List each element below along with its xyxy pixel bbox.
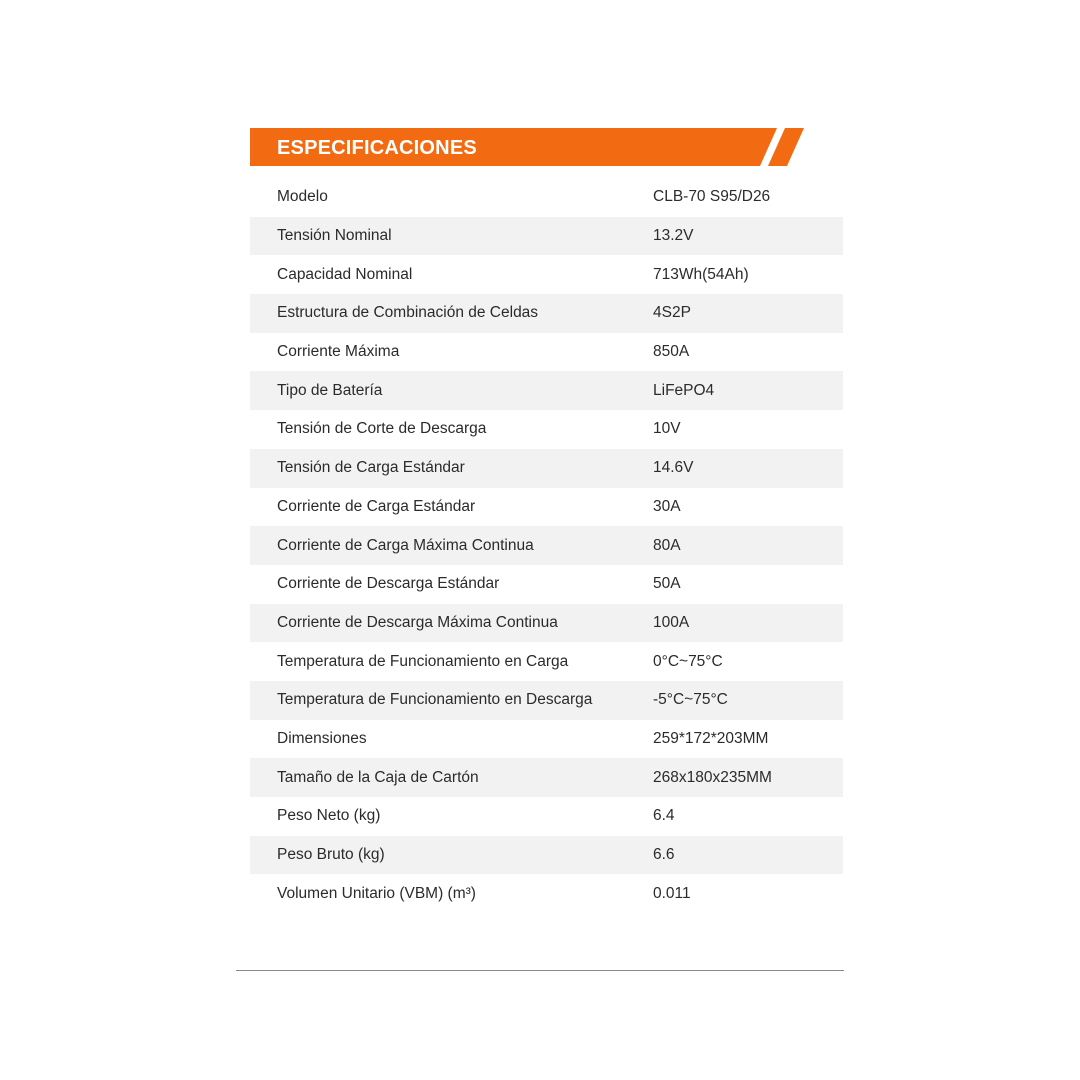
- spec-value: 6.6: [653, 846, 675, 864]
- spec-row: [250, 410, 843, 449]
- spec-value: 713Wh(54Ah): [653, 265, 749, 283]
- spec-row: [250, 565, 843, 604]
- bottom-divider: [236, 970, 844, 971]
- spec-value: 850A: [653, 343, 690, 361]
- spec-label: Tipo de Batería: [277, 381, 383, 399]
- spec-row: [250, 720, 843, 759]
- spec-row: [250, 874, 843, 913]
- spec-row: [250, 449, 843, 488]
- spec-label: Peso Neto (kg): [277, 807, 381, 825]
- spec-row: [250, 371, 843, 410]
- spec-row: [250, 488, 843, 527]
- spec-value: 259*172*203MM: [653, 729, 769, 747]
- spec-table: [250, 178, 843, 913]
- spec-row: [250, 178, 843, 217]
- spec-value: CLB-70 S95/D26: [653, 188, 771, 206]
- section-title: ESPECIFICACIONES: [277, 137, 477, 159]
- spec-row: [250, 797, 843, 836]
- section-header: [250, 128, 804, 166]
- spec-value: 14.6V: [653, 459, 694, 477]
- spec-row: [250, 836, 843, 875]
- spec-value: LiFePO4: [653, 381, 715, 399]
- spec-row: [250, 681, 843, 720]
- spec-label: Corriente de Descarga Máxima Continua: [277, 613, 558, 631]
- spec-label: Modelo: [277, 188, 328, 206]
- spec-label: Peso Bruto (kg): [277, 846, 385, 864]
- spec-label: Corriente de Descarga Estándar: [277, 575, 500, 593]
- spec-label: Estructura de Combinación de Celdas: [277, 304, 539, 322]
- spec-value: 4S2P: [653, 304, 691, 322]
- spec-value: 0°C~75°C: [653, 652, 723, 670]
- spec-value: -5°C~75°C: [653, 691, 728, 709]
- spec-label: Capacidad Nominal: [277, 265, 413, 283]
- spec-row: [250, 642, 843, 681]
- spec-label: Volumen Unitario (VBM) (m³): [277, 884, 476, 902]
- spec-row: [250, 604, 843, 643]
- spec-value: 0.011: [653, 884, 691, 902]
- spec-value: 6.4: [653, 807, 675, 825]
- spec-label: Dimensiones: [277, 729, 367, 747]
- spec-value: 10V: [653, 420, 681, 438]
- spec-row: [250, 526, 843, 565]
- spec-value: 13.2V: [653, 227, 694, 245]
- spec-label: Temperatura de Funcionamiento en Descarga: [277, 691, 593, 709]
- spec-row: [250, 255, 843, 294]
- spec-label: Corriente de Carga Máxima Continua: [277, 536, 534, 554]
- spec-value: 50A: [653, 575, 681, 593]
- spec-value: 30A: [653, 497, 681, 515]
- spec-label: Corriente Máxima: [277, 343, 400, 361]
- spec-label: Tensión de Corte de Descarga: [277, 420, 487, 438]
- spec-value: 100A: [653, 613, 690, 631]
- spec-row: [250, 758, 843, 797]
- spec-value: 80A: [653, 536, 681, 554]
- spec-label: Tensión de Carga Estándar: [277, 459, 465, 477]
- spec-label: Tensión Nominal: [277, 227, 392, 245]
- spec-value: 268x180x235MM: [653, 768, 772, 786]
- spec-row: [250, 294, 843, 333]
- spec-row: [250, 217, 843, 256]
- spec-label: Corriente de Carga Estándar: [277, 497, 476, 515]
- spec-label: Temperatura de Funcionamiento en Carga: [277, 652, 569, 670]
- spec-row: [250, 333, 843, 372]
- spec-label: Tamaño de la Caja de Cartón: [277, 768, 479, 786]
